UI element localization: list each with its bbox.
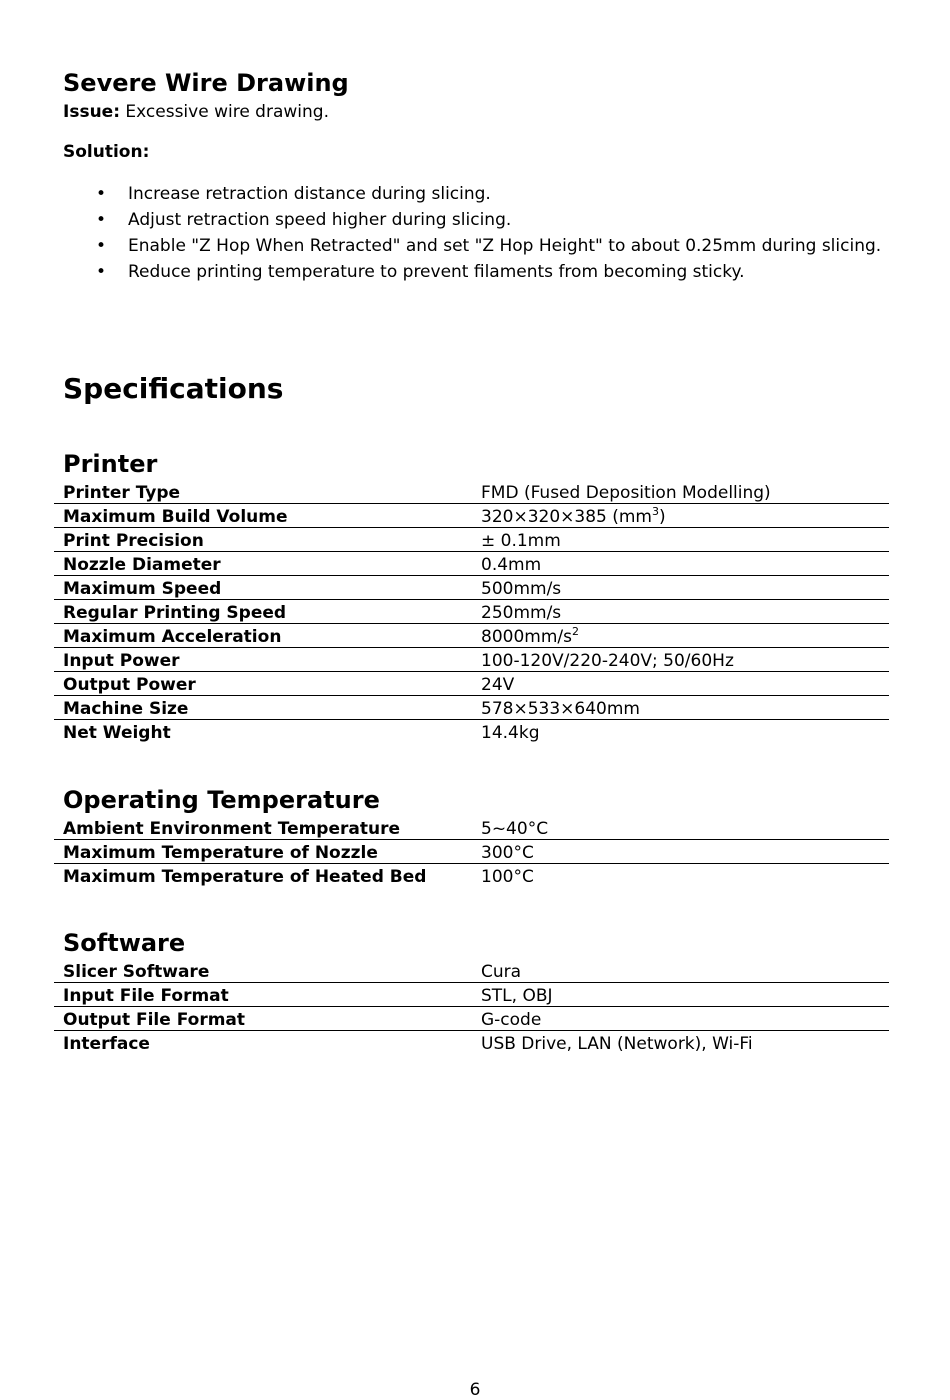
table-row xyxy=(54,959,889,983)
list-item xyxy=(63,181,883,207)
spec-value: 300°C xyxy=(481,843,534,863)
spec-value: 578×533×640mm xyxy=(481,699,640,719)
table-row xyxy=(54,816,889,840)
issue-label: Issue: xyxy=(63,102,120,122)
issue-text: Excessive wire drawing. xyxy=(120,102,329,122)
table-row xyxy=(54,576,889,600)
spec-label: Print Precision xyxy=(54,528,472,552)
spec-value-cell xyxy=(472,1007,889,1031)
printer-spec-table xyxy=(54,480,889,743)
table-row xyxy=(54,864,889,888)
spec-value: G-code xyxy=(481,1010,542,1030)
spec-value: Cura xyxy=(481,962,522,982)
spec-value-cell xyxy=(472,624,889,648)
spec-label: Regular Printing Speed xyxy=(54,600,472,624)
table-row xyxy=(54,696,889,720)
table-row xyxy=(54,528,889,552)
spec-value: 24V xyxy=(481,675,515,695)
spec-value: 8000mm/s xyxy=(481,627,572,647)
printer-heading: Printer xyxy=(63,450,158,478)
spec-value: 14.4kg xyxy=(481,723,540,743)
spec-value-superscript: 2 xyxy=(571,625,579,638)
spec-value-cell xyxy=(472,480,889,504)
spec-value: 250mm/s xyxy=(481,603,562,623)
list-item xyxy=(63,207,883,233)
spec-value: 500mm/s xyxy=(481,579,562,599)
table-row xyxy=(54,600,889,624)
spec-value-cell xyxy=(472,576,889,600)
spec-label: Output File Format xyxy=(54,1007,472,1031)
spec-value-cell xyxy=(472,1031,889,1055)
list-item-text: Adjust retraction speed higher during slicing. xyxy=(128,210,512,230)
spec-value-cell xyxy=(472,720,889,744)
spec-label: Nozzle Diameter xyxy=(54,552,472,576)
issue-line xyxy=(63,102,329,122)
page-number: 6 xyxy=(469,1380,481,1400)
spec-value-cell xyxy=(472,840,889,864)
spec-label: Maximum Temperature of Heated Bed xyxy=(54,864,472,888)
list-item-text: Reduce printing temperature to prevent filaments from becoming sticky. xyxy=(128,262,745,282)
spec-label: Machine Size xyxy=(54,696,472,720)
spec-value: 5~40°C xyxy=(481,819,549,839)
table-row xyxy=(54,648,889,672)
spec-value-cell xyxy=(472,600,889,624)
spec-value: 320×320×385 (mm xyxy=(481,507,652,527)
spec-value-cell xyxy=(472,983,889,1007)
printer-spec-rows xyxy=(54,480,889,743)
spec-label: Printer Type xyxy=(63,483,181,503)
spec-value: 0.4mm xyxy=(481,555,542,575)
table-row xyxy=(54,552,889,576)
specifications-heading: Specifications xyxy=(63,372,284,405)
spec-value: FMD (Fused Deposition Modelling) xyxy=(481,483,771,503)
list-item xyxy=(63,259,883,285)
spec-label: Input File Format xyxy=(54,983,472,1007)
wire-drawing-heading: Severe Wire Drawing xyxy=(63,69,349,97)
table-row xyxy=(54,983,889,1007)
temperature-spec-rows xyxy=(54,816,889,887)
software-spec-table xyxy=(54,959,889,1054)
table-row xyxy=(54,840,889,864)
table-row xyxy=(54,1031,889,1055)
operating-temperature-heading: Operating Temperature xyxy=(63,786,380,814)
spec-value-suffix: ) xyxy=(659,507,666,527)
spec-value-cell xyxy=(472,528,889,552)
software-heading: Software xyxy=(63,929,186,957)
spec-value: STL, OBJ xyxy=(481,986,553,1006)
temperature-spec-table xyxy=(54,816,889,887)
spec-value-superscript: 3 xyxy=(652,505,659,518)
spec-label: Ambient Environment Temperature xyxy=(63,819,401,839)
spec-label: Maximum Build Volume xyxy=(54,504,472,528)
bullet-icon: • xyxy=(96,236,107,256)
table-row xyxy=(54,480,889,504)
spec-label: Output Power xyxy=(54,672,472,696)
spec-label: Maximum Acceleration xyxy=(54,624,472,648)
spec-value: ± 0.1mm xyxy=(481,531,561,551)
list-item xyxy=(63,233,883,259)
spec-label: Net Weight xyxy=(54,720,472,744)
spec-label: Interface xyxy=(54,1031,472,1055)
list-item-text: Enable "Z Hop When Retracted" and set "Z Hop Height" to about 0.25mm during slicing. xyxy=(128,236,882,256)
table-row xyxy=(54,1007,889,1031)
spec-value: 100-120V/220-240V; 50/60Hz xyxy=(481,651,734,671)
list-item-text: Increase retraction distance during slicing. xyxy=(128,184,491,204)
spec-label: Maximum Speed xyxy=(54,576,472,600)
table-row xyxy=(54,504,889,528)
spec-value-cell xyxy=(472,504,889,528)
solution-list xyxy=(63,181,883,285)
table-row xyxy=(54,720,889,744)
spec-label: Maximum Temperature of Nozzle xyxy=(54,840,472,864)
spec-label: Slicer Software xyxy=(63,962,210,982)
solution-label: Solution: xyxy=(63,142,150,162)
spec-value-cell xyxy=(472,648,889,672)
spec-value-cell xyxy=(472,672,889,696)
table-row xyxy=(54,672,889,696)
spec-value-cell xyxy=(472,552,889,576)
bullet-icon: • xyxy=(96,210,107,230)
spec-value-cell xyxy=(472,864,889,888)
spec-value-cell xyxy=(472,696,889,720)
spec-value: 100°C xyxy=(481,867,534,887)
bullet-icon: • xyxy=(96,184,107,204)
table-row xyxy=(54,624,889,648)
bullet-icon: • xyxy=(96,262,107,282)
spec-value-cell xyxy=(472,816,889,840)
spec-value-cell xyxy=(472,959,889,983)
spec-value: USB Drive, LAN (Network), Wi-Fi xyxy=(481,1034,753,1054)
spec-label: Input Power xyxy=(54,648,472,672)
software-spec-rows xyxy=(54,959,889,1054)
